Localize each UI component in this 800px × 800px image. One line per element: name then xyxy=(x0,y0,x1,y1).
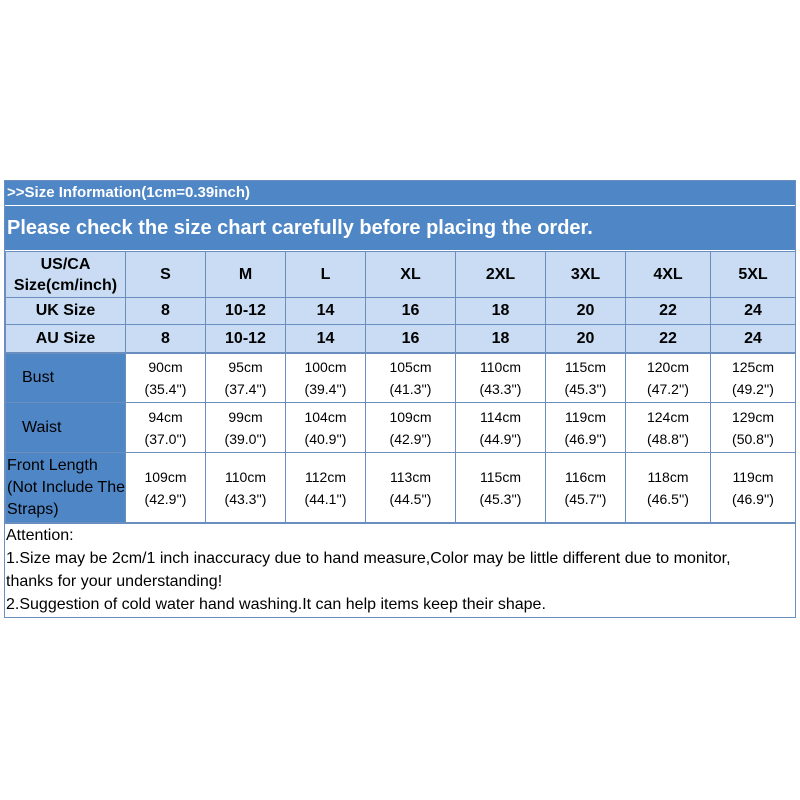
uk-size-cell: 10-12 xyxy=(206,298,286,325)
measure-cm: 109cm xyxy=(144,468,187,485)
measure-cell xyxy=(366,453,456,523)
measure-inch: (39.0'') xyxy=(224,430,267,447)
measure-inch: (37.0'') xyxy=(144,430,187,447)
measure-row-label: Waist xyxy=(6,403,126,453)
measure-row-label: Bust xyxy=(6,354,126,403)
measure-cell xyxy=(456,403,546,453)
measure-inch: (49.2'') xyxy=(732,381,774,397)
header-label-line2: Size(cm/inch) xyxy=(13,276,118,294)
measure-cell xyxy=(711,453,796,523)
measure-cm: 110cm xyxy=(480,359,521,375)
measure-cell xyxy=(206,403,286,453)
header-label-line1: US/CA xyxy=(40,255,91,273)
measure-inch: (50.8'') xyxy=(732,430,774,447)
measure-inch: (44.1'') xyxy=(304,490,347,507)
measure-cell xyxy=(206,354,286,403)
measure-inch: (46.5'') xyxy=(647,490,689,507)
measure-cm: 124cm xyxy=(646,408,690,425)
measure-cm: 119cm xyxy=(732,468,774,485)
measure-cm: 129cm xyxy=(731,408,775,425)
measure-cell xyxy=(711,354,796,403)
measure-cell xyxy=(626,354,711,403)
uk-size-cell: 16 xyxy=(366,298,456,325)
note-line-2: 2.Suggestion of cold water hand washing.It can help items keep their shape. xyxy=(6,596,546,613)
size-header: M xyxy=(206,252,286,298)
uk-size-row xyxy=(6,298,796,325)
measure-cell xyxy=(626,453,711,523)
measure-cell xyxy=(456,354,546,403)
measure-cm: 113cm xyxy=(390,468,431,485)
measure-cm: 115cm xyxy=(480,468,521,485)
measure-cell xyxy=(366,403,456,453)
measure-cell xyxy=(286,354,366,403)
size-header: S xyxy=(126,252,206,298)
au-size-row xyxy=(6,325,796,353)
size-chart xyxy=(4,180,796,618)
measure-cell xyxy=(711,403,796,453)
size-header: 4XL xyxy=(626,252,711,298)
measure-inch: (45.7'') xyxy=(564,490,607,507)
notes-heading: Attention: xyxy=(6,527,74,544)
measure-cell xyxy=(546,453,626,523)
note-line-1b: thanks for your understanding! xyxy=(6,573,223,590)
measure-inch: (45.3'') xyxy=(479,490,522,507)
measure-cm: 112cm xyxy=(305,468,346,485)
measure-inch: (40.9'') xyxy=(304,430,347,447)
measure-cm: 118cm xyxy=(647,468,689,485)
measure-cell xyxy=(286,403,366,453)
measure-cm: 109cm xyxy=(389,408,432,425)
measure-cell xyxy=(206,453,286,523)
measure-inch: (44.5'') xyxy=(389,490,432,507)
measure-cell xyxy=(286,453,366,523)
size-header: L xyxy=(286,252,366,298)
au-size-cell: 22 xyxy=(626,325,711,353)
measure-cell xyxy=(366,354,456,403)
au-size-cell: 18 xyxy=(456,325,546,353)
header-row xyxy=(6,252,796,298)
measure-inch: (37.4'') xyxy=(224,381,267,397)
size-header: 2XL xyxy=(456,252,546,298)
measure-cm: 119cm xyxy=(565,408,606,425)
measure-row xyxy=(6,453,796,523)
measure-cm: 94cm xyxy=(148,408,183,425)
au-size-cell: 20 xyxy=(546,325,626,353)
attention-notes xyxy=(5,523,795,617)
measure-inch: (43.3'') xyxy=(224,490,267,507)
uk-size-cell: 20 xyxy=(546,298,626,325)
uk-size-cell: 24 xyxy=(711,298,796,325)
measure-cell xyxy=(126,403,206,453)
au-size-cell: 10-12 xyxy=(206,325,286,353)
info-title: >>Size Information(1cm=0.39inch) xyxy=(5,181,795,206)
au-size-label: AU Size xyxy=(6,325,126,353)
measure-inch: (41.3'') xyxy=(389,381,432,397)
measure-inch: (42.9'') xyxy=(389,430,432,447)
measure-cell xyxy=(126,453,206,523)
measure-inch: (43.3'') xyxy=(479,381,522,397)
au-size-cell: 14 xyxy=(286,325,366,353)
measure-inch: (39.4'') xyxy=(304,381,347,397)
size-header: 3XL xyxy=(546,252,626,298)
measure-cm: 114cm xyxy=(480,408,521,425)
measure-cm: 100cm xyxy=(304,359,347,375)
measure-cm: 99cm xyxy=(228,408,263,425)
uk-size-cell: 18 xyxy=(456,298,546,325)
measure-cm: 104cm xyxy=(304,408,347,425)
measure-inch: (47.2'') xyxy=(647,381,689,397)
measure-row-label: Front Length (Not Include The Straps) xyxy=(6,453,126,523)
measure-cell xyxy=(626,403,711,453)
measure-row xyxy=(6,354,796,403)
measure-inch: (35.4'') xyxy=(144,381,187,397)
measure-cm: 120cm xyxy=(646,359,690,375)
size-header: XL xyxy=(366,252,456,298)
au-size-cell: 24 xyxy=(711,325,796,353)
uk-size-cell: 14 xyxy=(286,298,366,325)
note-line-1: 1.Size may be 2cm/1 inch inaccuracy due to hand measure,Color may be little different due to monitor, xyxy=(6,550,731,567)
measure-cm: 105cm xyxy=(389,359,432,375)
measure-cell xyxy=(126,354,206,403)
uk-size-cell: 22 xyxy=(626,298,711,325)
notice-banner: Please check the size chart carefully before placing the order. xyxy=(5,206,795,251)
measure-cm: 110cm xyxy=(225,468,266,485)
measure-inch: (42.9'') xyxy=(144,490,187,507)
au-size-cell: 16 xyxy=(366,325,456,353)
uk-size-label: UK Size xyxy=(6,298,126,325)
header-label xyxy=(6,252,126,298)
measure-cm: 125cm xyxy=(731,359,775,375)
measure-cm: 90cm xyxy=(148,359,183,375)
measure-inch: (45.3'') xyxy=(564,381,607,397)
measure-row xyxy=(6,403,796,453)
measurement-table xyxy=(5,353,796,523)
measure-cm: 116cm xyxy=(565,468,606,485)
measure-cm: 95cm xyxy=(228,359,263,375)
size-header: 5XL xyxy=(711,252,796,298)
measure-cell xyxy=(456,453,546,523)
uk-size-cell: 8 xyxy=(126,298,206,325)
size-table xyxy=(5,251,796,353)
measure-inch: (44.9'') xyxy=(479,430,522,447)
measure-inch: (48.8'') xyxy=(647,430,689,447)
measure-inch: (46.9'') xyxy=(732,490,774,507)
measure-cell xyxy=(546,403,626,453)
au-size-cell: 8 xyxy=(126,325,206,353)
measure-cm: 115cm xyxy=(565,359,606,375)
measure-inch: (46.9'') xyxy=(564,430,607,447)
measure-cell xyxy=(546,354,626,403)
